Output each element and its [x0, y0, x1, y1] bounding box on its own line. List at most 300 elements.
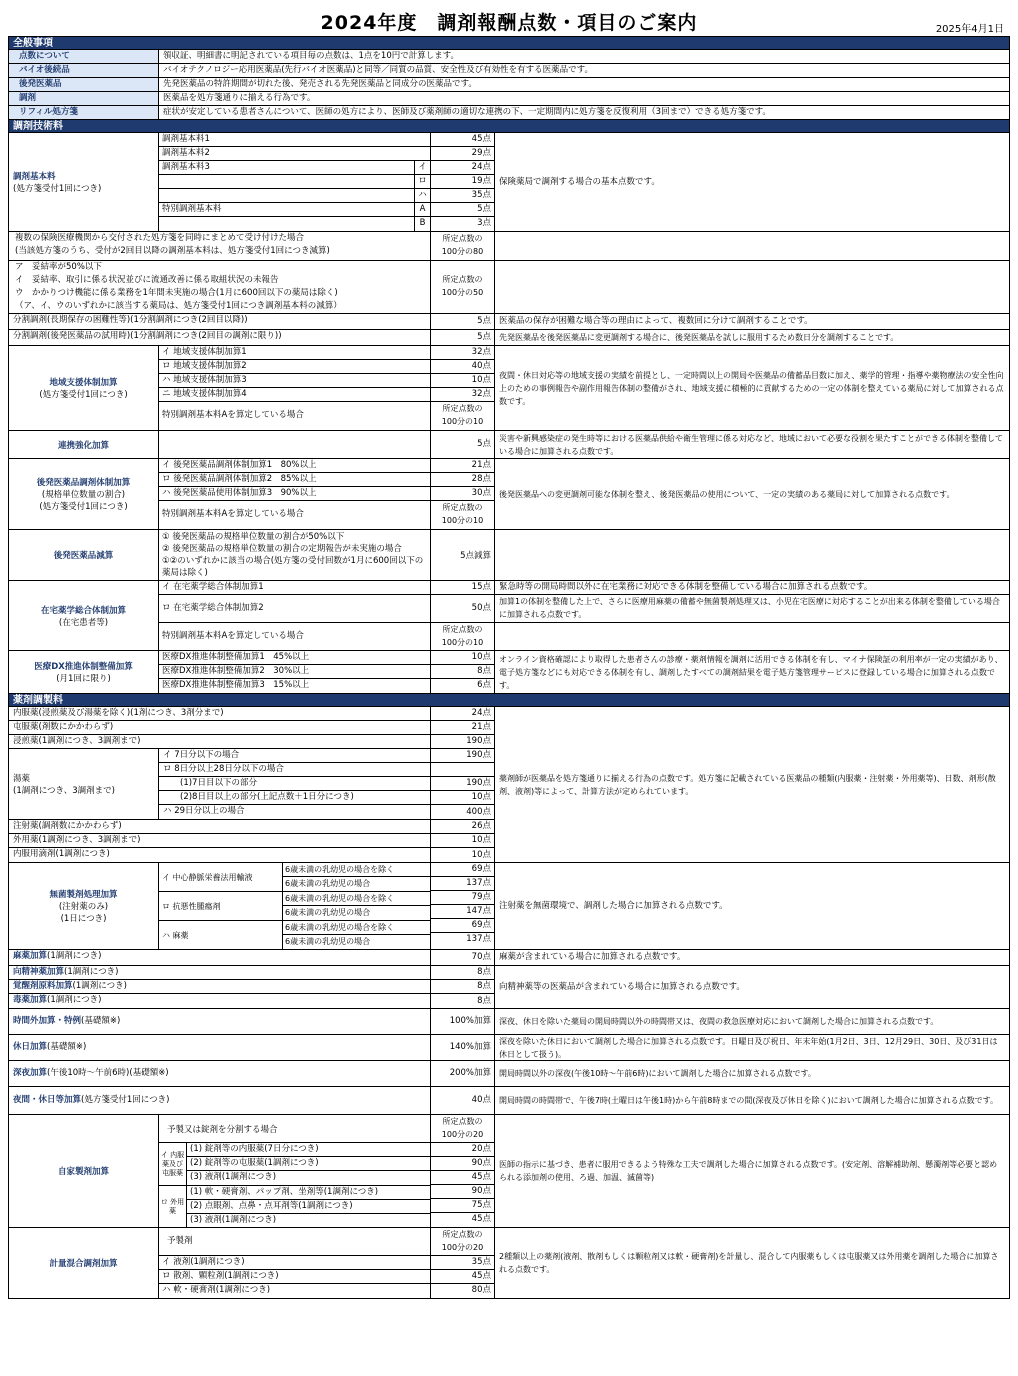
mixing-name: 計量混合調剤加算 [49, 1259, 118, 1269]
yuyaku-name: 湯薬 [13, 774, 31, 784]
reduction-block [9, 261, 1009, 314]
regional-row [159, 360, 431, 374]
reduction-text [9, 261, 431, 313]
linkage-empty [159, 431, 431, 458]
base-fee-kind: イ [415, 161, 431, 174]
homecare-name: 在宅薬学総合体制加算 [40, 605, 126, 616]
general-row [9, 92, 1009, 106]
generic-reduction-line: ① 後発医薬品の規格単位数量の割合が50%以下 [162, 532, 345, 542]
regional-item: 特別調剤基本料Aを算定している場合 [159, 402, 431, 430]
generic-reduction-line: ② 後発医薬品の規格単位数量の割合の定期報告が未実施の場合 [162, 544, 402, 554]
regional-item: イ 地域支援体制加算1 [159, 346, 431, 359]
selfmade-item: (1) 錠剤等の内服薬(7日分につき) [187, 1143, 430, 1157]
regional-row [159, 402, 431, 430]
aseptic-desc: 注射薬を無菌環境で、調剤した場合に加算される点数です。 [499, 900, 728, 911]
drug-prep-row [9, 707, 495, 721]
yuyaku-row [159, 791, 495, 805]
regional-row [159, 388, 431, 402]
evening-row [9, 1087, 1009, 1115]
points-value: 90点 [431, 1185, 494, 1199]
points-value: 32点 [431, 346, 494, 360]
points-value: 147点 [431, 905, 494, 919]
selfmade-internal [159, 1143, 430, 1186]
generic-row [159, 459, 431, 473]
drug-prep-label: 屯服薬(剤数にかかわらず) [9, 721, 431, 734]
base-fee-kind: ロ [415, 175, 431, 188]
mixing-item: ハ 軟・硬膏剤(1調剤につき) [159, 1284, 431, 1298]
general-desc: 医薬品を処方箋通りに揃える行為です。 [163, 93, 316, 103]
page-title: 2024年度 調剤報酬点数・項目のご案内 [320, 12, 698, 34]
generic-item: ロ 後発医薬品調剤体制加算2 85%以上 [159, 473, 431, 486]
selfmade-internal-label: イ 内服薬及び屯服薬 [159, 1143, 187, 1185]
dx-sub: (月1回に限り) [56, 674, 111, 684]
selfmade-item: (1) 軟・硬膏剤、パップ剤、坐剤等(1調剤につき) [187, 1186, 430, 1200]
dx-points [431, 651, 495, 693]
points-value: 32点 [431, 388, 494, 402]
night-label [9, 1061, 431, 1086]
drug-prep-row [9, 721, 495, 735]
mixing-row [159, 1228, 431, 1256]
generic-item: ハ 後発医薬品使用体制加算3 90%以上 [159, 487, 431, 500]
mixing-item: 予製剤 [159, 1228, 431, 1255]
aseptic-cond: 6歳未満の乳幼児の場合を除く [283, 892, 430, 906]
night-row [9, 1061, 1009, 1087]
aseptic-cond: 6歳未満の乳幼児の場合 [285, 879, 371, 888]
yuyaku-item: イ 7日分以下の場合 [159, 749, 431, 762]
points-value: 10点 [431, 834, 495, 847]
points-value: 190点 [431, 735, 495, 748]
base-fee-name: 調剤基本料 [13, 172, 56, 182]
poison-name: 毒薬加算 [13, 995, 48, 1005]
points-value: 140%加算 [431, 1035, 495, 1060]
drug-prep-row [9, 820, 495, 834]
points-value: 5点 [431, 203, 494, 217]
holiday-row [9, 1035, 1009, 1061]
base-fee-row [159, 217, 431, 231]
selfmade-points [431, 1115, 495, 1227]
selfmade-label [9, 1115, 159, 1227]
points-value: 100%加算 [431, 1009, 495, 1034]
points-line: 100分の10 [441, 516, 484, 525]
drug-prep-label: 内服用滴剤(1調剤につき) [9, 848, 431, 862]
linkage-name: 連携強化加算 [57, 440, 109, 451]
homecare-item: イ 在宅薬学総合体制加算1 [159, 581, 431, 594]
generic-item: イ 後発医薬品調剤体制加算1 80%以上 [159, 459, 431, 472]
linkage-desc: 災害や新興感染症の発生時等における医薬品供給や衛生管理に係る対応など、地域において必要な役割を果たすことができる体制を整備している場合に加算される点数です。 [499, 433, 1003, 456]
points-value: 70点 [431, 950, 495, 965]
evening-label [9, 1087, 431, 1114]
generic-reduction-text [159, 530, 431, 580]
dx-row [159, 665, 431, 679]
aseptic-sub: (注射薬のみ) [58, 902, 109, 912]
reduction-line: イ 妥結率、取引に係る状況並びに流通改善に係る取組状況の未報告 [15, 275, 279, 285]
mixing-item: イ 液剤(1調剤につき) [159, 1256, 431, 1269]
reduction-points-text [431, 273, 494, 301]
points-value: 10点 [431, 651, 494, 665]
dx-item: 医療DX推進体制整備加算1 45%以上 [159, 651, 431, 664]
points-value: 20点 [431, 1143, 494, 1157]
generic-system-label [9, 459, 159, 529]
mixing-points [431, 1228, 495, 1298]
split-dispense-label: 分割調剤(長期保存の困難性等)(1分割調剤につき(2回目以降)) [9, 314, 431, 329]
stimulant-label [9, 980, 431, 993]
points-value: 45点 [431, 1171, 494, 1185]
homecare-row [159, 581, 1009, 595]
base-fee-row [159, 161, 431, 175]
general-label: バイオ後続品 [9, 64, 159, 77]
base-fee-label [9, 133, 159, 231]
points-value [431, 1228, 494, 1256]
homecare-sub: (在宅患者等) [58, 617, 109, 628]
reduction-line: ウ かかりつけ機能に係る業務を1年間未実施の場合(1月に600回以下の薬局は除く) [15, 288, 338, 298]
points-value [431, 402, 494, 430]
selfmade-external-label: ロ 外用薬 [159, 1186, 187, 1227]
points-value: 3点 [477, 218, 491, 228]
psychotropic-sub: (1調剤につき) [64, 967, 119, 977]
base-fee-kind: ハ [415, 189, 431, 202]
selfmade-block [9, 1115, 1009, 1228]
reduction-desc [495, 261, 1009, 313]
points-value [431, 501, 494, 529]
points-value: 35点 [431, 189, 494, 203]
points-value: 6点 [477, 680, 491, 690]
base-fee-sub: (処方箋受付1回につき) [13, 184, 102, 194]
points-line: 100分の50 [441, 288, 484, 297]
drug-prep-label: 内服薬(浸煎薬及び湯薬を除く)(1剤につき、3剤分まで) [9, 707, 431, 720]
points-line: 所定点数の [442, 275, 483, 284]
homecare-empty [495, 623, 1009, 650]
generic-system-sub: (規格単位数量の割合) [41, 490, 126, 500]
base-fee-points [431, 133, 495, 231]
base-fee-kind: A [415, 203, 431, 216]
mixing-row [159, 1256, 431, 1270]
psychotropic-rows [9, 966, 495, 1008]
multi-institution-block [9, 232, 1009, 261]
yuyaku-block [9, 749, 495, 820]
regional-support-name: 地域支援体制加算 [49, 378, 118, 388]
generic-reduction-name: 後発医薬品減算 [53, 551, 114, 561]
selfmade-item: (2) 錠剤等の屯服薬(1調剤につき) [187, 1157, 430, 1171]
homecare-row [159, 595, 1009, 623]
yuyaku-row [159, 777, 495, 791]
generic-row [159, 501, 431, 529]
dx-name: 医療DX推進体制整備加算 [34, 662, 133, 672]
narcotic-row [9, 950, 1009, 966]
regional-item: ロ 地域支援体制加算2 [159, 360, 431, 373]
generic-item: 特別調剤基本料Aを算定している場合 [159, 501, 431, 529]
selfmade-external [159, 1186, 430, 1227]
base-fee-row [159, 175, 431, 189]
psychotropic-label [9, 966, 431, 979]
generic-reduction-block [9, 530, 1009, 581]
selfmade-items [159, 1115, 431, 1227]
evening-name: 夜間・休日等加算 [13, 1095, 82, 1105]
points-value: 79点 [431, 891, 494, 905]
multi-line: 複数の保険医療機関から交付された処方箋を同時にまとめて受け付けた場合 [15, 233, 305, 243]
drug-prep-desc: 薬剤師が医薬品を処方箋通りに揃える行為の点数です。処方箋に記載されている医薬品の種類(内服薬・注射薬・外用薬等)、日数、剤形(散剤、液剤)等によって、計算方法が定められています。 [499, 773, 996, 796]
points-value: 75点 [431, 1199, 494, 1213]
aseptic-name: 無菌製剤処理加算 [49, 890, 118, 900]
regional-support-block [9, 346, 1009, 431]
general-desc: 症状が安定している患者さんについて、医師の処方により、医師及び薬剤師の適切な連携の下、一定期間内に処方箋を反復利用（3回まで）できる処方箋です。 [163, 107, 771, 117]
yuyaku-item: ハ 29日分以上の場合 [159, 805, 431, 819]
points-value: 50点 [431, 595, 495, 622]
yuyaku-item: (1)7日目以下の部分 [159, 777, 431, 790]
stimulant-name: 覚醒剤原料加算 [13, 981, 73, 991]
generic-system-items [159, 459, 431, 529]
points-value: 30点 [431, 487, 494, 501]
points-value: 26点 [431, 820, 495, 833]
aseptic-group-name: ハ 麻薬 [159, 921, 283, 949]
regional-row [159, 346, 431, 360]
mixing-items [159, 1228, 431, 1298]
drug-prep-row [9, 848, 495, 862]
drug-prep-label: 外用薬(1調剤につき、3調剤まで) [9, 834, 431, 847]
regional-item: ニ 地域支援体制加算4 [159, 388, 431, 401]
mixing-label [9, 1228, 159, 1298]
points-value: 21点 [431, 459, 494, 473]
aseptic-group-name: イ 中心静脈栄養法用輸液 [159, 863, 283, 891]
aseptic-block [9, 863, 1009, 950]
points-value: 15点 [431, 581, 495, 594]
regional-support-sub: (処方箋受付1回につき) [39, 390, 128, 400]
dx-row [159, 679, 431, 693]
points-value: 45点 [431, 133, 494, 147]
base-fee-item: 調剤基本料2 [159, 147, 431, 160]
points-value: 5点 [431, 330, 495, 345]
psychotropic-desc: 向精神薬等の医薬品が含まれている場合に加算される点数です。 [499, 981, 745, 992]
points-value: 137点 [431, 877, 494, 891]
points-value: 10点 [431, 374, 494, 388]
generic-desc: 後発医薬品への変更調剤可能な体制を整え、後発医薬品の使用について、一定の実績のある薬局に対して加算される点数です。 [499, 489, 955, 499]
narcotic-sub: (1調剤につき) [47, 951, 102, 961]
yuyaku-sub: (1調剤につき、3調剤まで) [13, 786, 115, 796]
points-line: 所定点数の [442, 404, 483, 413]
holiday-label [9, 1035, 431, 1060]
points-value: 45点 [471, 1214, 491, 1224]
mixing-desc: 2種類以上の薬剤(液剤、散剤もしくは顆粒剤又は軟・硬膏剤)を計量し、混合して内服薬もしくは屯服薬又は外用薬を調剤した場合に加算される点数です。 [499, 1252, 999, 1274]
psychotropic-name: 向精神薬加算 [13, 967, 65, 977]
homecare-item: 特別調剤基本料Aを算定している場合 [159, 623, 431, 650]
section-general: 全般事項 [9, 37, 1009, 50]
night-sub: (午後10時～午前6時)(基礎額※) [47, 1068, 169, 1078]
homecare-desc: 加算1の体制を整備した上で、さらに医療用麻薬の備蓄や無菌製剤処理又は、小児在宅医療に対応することが出来る体制を整備している場合に加算される点数です。 [499, 597, 1000, 619]
section-tech: 調剤技術料 [9, 120, 1009, 133]
mixing-block [9, 1228, 1009, 1298]
holiday-sub: (基礎額※) [47, 1042, 87, 1052]
aseptic-group [159, 921, 430, 949]
multi-points [431, 232, 495, 260]
multi-line: (当該処方箋のうち、受付が2回目以降の調剤基本料は、処方箋受付1回につき減算) [15, 246, 330, 256]
general-label: 調剤 [9, 92, 159, 105]
mixing-row [159, 1270, 431, 1284]
points-value: 35点 [431, 1256, 494, 1270]
split-dispense-desc: 先発医薬品を後発医薬品に変更調剤する場合に、後発医薬品を試しに服用するため数日分を調剤することです。 [499, 333, 899, 342]
yuyaku-label [9, 749, 159, 819]
holiday-desc: 深夜を除いた休日において調剤した場合に加算される点数です。日曜日及び祝日、年末年始(1月2日、3日、12月29日、30日、及び31日は休日として扱う)。 [499, 1036, 998, 1059]
homecare-block [9, 581, 1009, 651]
yuyaku-item: ロ 8日分以上28日分以下の場合 [159, 763, 431, 776]
points-value: 400点 [431, 805, 495, 819]
points-line: 100分の80 [441, 247, 484, 256]
multi-desc [495, 232, 1009, 260]
points-value: 8点 [431, 994, 495, 1008]
regional-row [159, 374, 431, 388]
selfmade-top: 予製又は錠剤を分割する場合 [159, 1115, 430, 1143]
night-name: 深夜加算 [13, 1068, 48, 1078]
overtime-label [9, 1009, 431, 1034]
aseptic-cond: 6歳未満の乳幼児の場合を除く [283, 921, 430, 935]
aseptic-points [431, 863, 495, 949]
poison-sub: (1調剤につき) [47, 995, 102, 1005]
points-value: 10点 [431, 791, 495, 804]
drug-prep-row [9, 735, 495, 749]
aseptic-group-name: ロ 抗悪性腫瘍剤 [159, 892, 283, 920]
drug-prep-block [9, 707, 1009, 863]
selfmade-external-rows [187, 1186, 430, 1227]
drug-prep-row [9, 834, 495, 848]
base-fee-item: 調剤基本料1 [159, 133, 431, 146]
section-drug: 薬剤調製料 [9, 694, 1009, 707]
reduction-line: （ア、イ、ウのいずれかに該当する薬局は、処方箋受付1回につき調剤基本料の減算） [15, 301, 342, 311]
regional-desc: 夜間・休日対応等の地域支援の実績を前提とし、一定時間以上の開局や医薬品の備蓄品目数に加え、薬学的管理・指導や薬物療法の安全性向上のための事例報告や副作用報告体制の整備がされ、地域支援に積極的に貢献するための一定の体制を整えている薬局に対して加算される点数です。 [499, 370, 1004, 406]
points-line: 100分の10 [441, 417, 484, 426]
reduction-points [431, 261, 495, 313]
aseptic-conds [283, 863, 430, 891]
psychotropic-row [9, 980, 495, 994]
stimulant-sub: (1調剤につき) [72, 981, 127, 991]
regional-points [431, 346, 495, 430]
yuyaku-row [159, 805, 495, 819]
points-value: 5点 [477, 439, 491, 449]
aseptic-cond: 6歳未満の乳幼児の場合 [285, 937, 371, 946]
aseptic-cond: 6歳未満の乳幼児の場合を除く [283, 863, 430, 877]
aseptic-conds [283, 921, 430, 949]
selfmade-desc: 医師の指示に基づき、患者に服用できるよう特殊な工夫で調剤した場合に加算される点数です。(安定剤、溶解補助剤、懸濁剤等必要と認められる添加剤の使用、ろ過、加温、滅菌等) [499, 1160, 998, 1182]
dx-items [159, 651, 431, 693]
aseptic-label [9, 863, 159, 949]
dx-label [9, 651, 159, 693]
points-value: 40点 [431, 360, 494, 374]
drug-prep-label: 浸煎薬(1調剤につき、3調剤まで) [9, 735, 431, 748]
drug-prep-left [9, 707, 495, 862]
yuyaku-row [159, 749, 495, 763]
points-value: 24点 [431, 161, 494, 175]
aseptic-group [159, 863, 430, 892]
overtime-sub: (基礎額※) [81, 1016, 121, 1026]
overtime-name: 時間外加算・特例 [13, 1016, 82, 1026]
points-value: 8点 [431, 966, 495, 979]
aseptic-sub: (1日につき) [60, 914, 107, 924]
multi-institution-text [9, 232, 431, 260]
points-line: 所定点数の [442, 625, 483, 634]
points-value: 28点 [431, 473, 494, 487]
dx-desc: オンライン資格確認により取得した患者さんの診療・薬剤情報を調剤に活用できる体制を有し、マイナ保険証の利用率が一定の実績があり、電子処方箋などにも対応できる体制を有し、調剤したすべての調剤結果を電子処方箋管理サービスに登録している場合に加算される点数です。 [499, 654, 1003, 690]
narcotic-desc: 麻薬が含まれている場合に加算される点数です。 [499, 952, 686, 962]
homecare-item: ロ 在宅薬学総合体制加算2 [159, 595, 431, 622]
overtime-row [9, 1009, 1009, 1035]
generic-reduction-label [9, 530, 159, 580]
points-value: 190点 [431, 749, 495, 762]
base-fee-row [159, 147, 431, 161]
yuyaku-row [159, 763, 495, 777]
homecare-desc: 緊急時等の開局時間以外に在宅業務に対応できる体制を整備している場合に加算される点数です。 [499, 582, 873, 592]
issue-date: 2025年4月1日 [935, 24, 1004, 35]
general-row [9, 50, 1009, 64]
general-row [9, 78, 1009, 92]
points-value: 40点 [431, 1087, 495, 1114]
yuyaku-item: (2)8日目以上の部分(上記点数＋1日分につき) [159, 791, 431, 804]
general-label: リフィル処方箋 [9, 106, 159, 119]
generic-system-name: 後発医薬品調剤体制加算 [36, 478, 131, 488]
split-dispense-row [9, 314, 1009, 330]
selfmade-item: (3) 液剤(1調剤につき) [190, 1172, 277, 1182]
multi-points-text [431, 232, 494, 260]
points-line: 100分の20 [441, 1243, 484, 1252]
points-value: 29点 [431, 147, 494, 161]
points-value: 80点 [471, 1285, 491, 1295]
generic-reduction-desc [495, 530, 1009, 580]
points-line: 所定点数の [442, 503, 483, 512]
points-line: 所定点数の [442, 1230, 483, 1239]
dx-row [159, 651, 431, 665]
points-line: 所定点数の [442, 1117, 483, 1126]
general-desc: 先発医薬品の特許期間が切れた後、発売される先発医薬品と同成分の医薬品です。 [163, 79, 477, 89]
base-fee-item [159, 217, 415, 231]
night-desc: 開局時間以外の深夜(午後10時～午前6時)において調剤した場合に加算される点数です。 [499, 1069, 816, 1078]
selfmade-item: (2) 点眼剤、点鼻・点耳剤等(1調剤につき) [187, 1200, 430, 1214]
points-value: 5点減算 [460, 551, 491, 561]
narcotic-label [9, 950, 431, 965]
points-value: 8点 [431, 665, 494, 679]
selfmade-item: (3) 液剤(1調剤につき) [190, 1215, 277, 1225]
homecare-label [9, 581, 159, 650]
generic-row [159, 487, 431, 501]
points-value: 21点 [431, 721, 495, 734]
selfmade-internal-rows [187, 1143, 430, 1185]
generic-reduction-points [431, 530, 495, 580]
linkage-block [9, 431, 1009, 459]
evening-desc: 開局時間の時間帯で、午後7時(土曜日は午後1時)から午前8時までの間(深夜及び休日を除く)において調剤した場合に加算される点数です。 [499, 1096, 998, 1105]
general-label: 後発医薬品 [9, 78, 159, 91]
psychotropic-block [9, 966, 1009, 1009]
points-value [431, 763, 495, 776]
generic-points [431, 459, 495, 529]
split-dispense-label: 分割調剤(後発医薬品の試用時)(1分割調剤につき(2回目の調剤に限り)) [9, 330, 431, 345]
points-value: 200%加算 [431, 1061, 495, 1086]
general-desc: 領収証、明細書に明記されている項目毎の点数は、1点を10円で計算します。 [163, 51, 460, 61]
base-fee-kind: B [415, 217, 431, 231]
poison-label [9, 994, 431, 1008]
aseptic-groups [159, 863, 431, 949]
linkage-label [9, 431, 159, 458]
points-value: 5点 [431, 314, 495, 329]
linkage-points [431, 431, 495, 458]
aseptic-cond: 6歳未満の乳幼児の場合 [285, 908, 371, 917]
drug-prep-label: 注射薬(調剤数にかかわらず) [9, 820, 431, 833]
generic-system-sub: (処方箋受付1回につき) [39, 502, 128, 512]
psychotropic-row [9, 994, 495, 1008]
regional-item: ハ 地域支援体制加算3 [159, 374, 431, 387]
points-line: 100分の20 [441, 1130, 484, 1139]
base-fee-row [159, 133, 431, 147]
regional-support-items [159, 346, 431, 430]
base-fee-item [159, 175, 415, 188]
dx-item: 医療DX推進体制整備加算2 30%以上 [159, 665, 431, 678]
regional-support-label [9, 346, 159, 430]
psychotropic-row [9, 966, 495, 980]
points-value: 69点 [431, 919, 494, 933]
